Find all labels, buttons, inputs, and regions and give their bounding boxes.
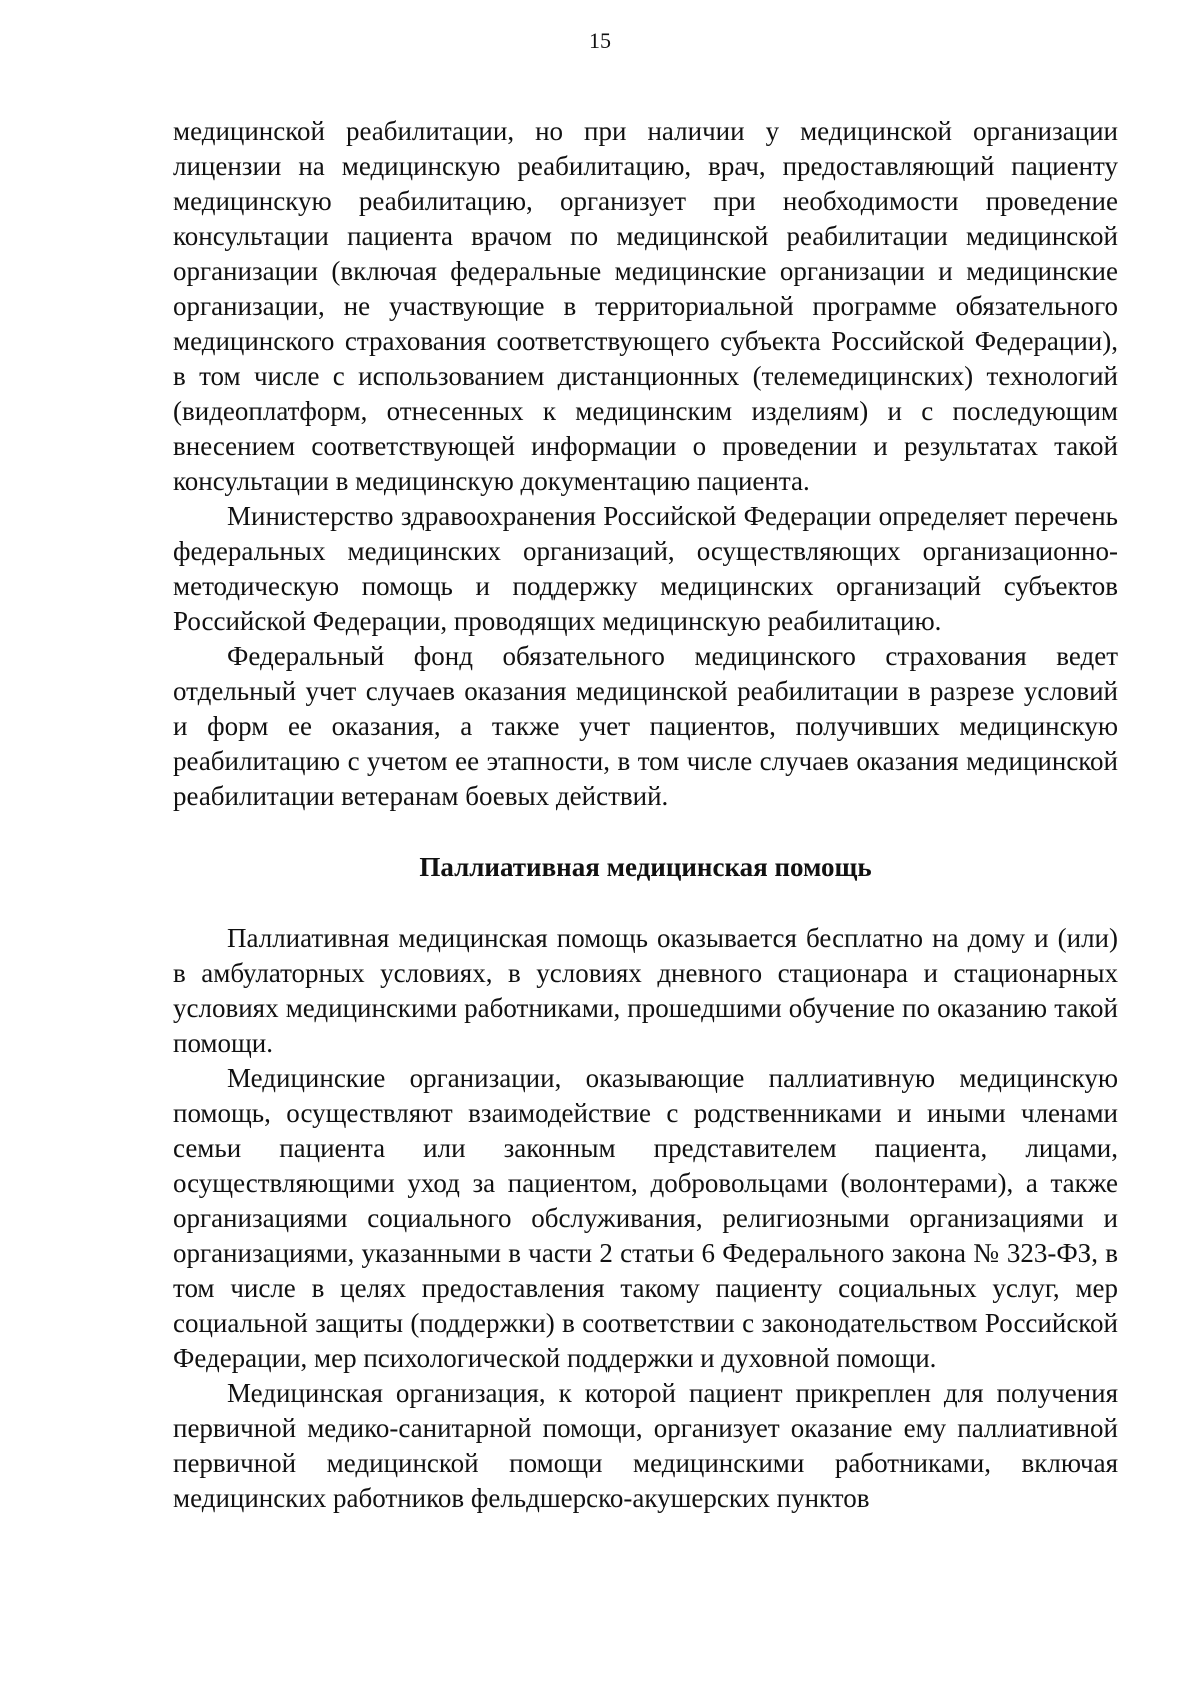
paragraph: Паллиативная медицинская помощь оказывается бесплатно на дому и (или) в амбулаторных условиях, в условиях дневного стационара и стационарных условиях медицинскими работниками, прошедшими обучение по оказанию такой помощи. bbox=[173, 923, 1118, 1058]
paragraphs-before-section bbox=[173, 114, 1118, 814]
paragraph: Министерство здравоохранения Российской Федерации определяет перечень федеральных медицинских организаций, осуществляющих организационно-методическую помощь и поддержку медицинских организаций субъектов Российской Федерации, проводящих медицинскую реабилитацию. bbox=[173, 501, 1118, 636]
paragraph: медицинской реабилитации, но при наличии у медицинской организации лицензии на медицинскую реабилитацию, врач, предоставляющий пациенту медицинскую реабилитацию, организует при необходимости проведение консультации пациента врачом по медицинской реабилитации медицинской организации (включая федеральные медицинские организации и медицинские организации, не участвующие в территориальной программе обязательного медицинского страхования соответствующего субъекта Российской Федерации), в том числе с использованием дистанционных (телемедицинских) технологий (видеоплатформ, отнесенных к медицинским изделиям) и с последующим внесением соответствующей информации о проведении и результатах такой консультации в медицинскую документацию пациента. bbox=[173, 116, 1118, 496]
paragraph: Медицинская организация, к которой пациент прикреплен для получения первичной медико-санитарной помощи, организует оказание ему паллиативной первичной медицинской помощи медицинскими работниками, включая медицинских работников фельдшерско-акушерских пунктов bbox=[173, 1378, 1118, 1513]
paragraphs-after-section bbox=[173, 921, 1118, 1516]
paragraph: Федеральный фонд обязательного медицинского страхования ведет отдельный учет случаев оказания медицинской реабилитации в разрезе условий и форм ее оказания, а также учет пациентов, получивших медицинскую реабилитацию с учетом ее этапности, в том числе случаев оказания медицинской реабилитации ветеранам боевых действий. bbox=[173, 641, 1118, 811]
document-body bbox=[173, 114, 1118, 1516]
page-number: 15 bbox=[589, 28, 611, 53]
section-heading: Паллиативная медицинская помощь bbox=[419, 852, 872, 882]
paragraph: Медицинские организации, оказывающие паллиативную медицинскую помощь, осуществляют взаимодействие с родственниками и иными членами семьи пациента или законным представителем пациента, лицами, осуществляющими уход за пациентом, добровольцами (волонтерами), а также организациями социального обслуживания, религиозными организациями и организациями, указанными в части 2 статьи 6 Федерального закона № 323-ФЗ, в том числе в целях предоставления такому пациенту социальных услуг, мер социальной защиты (поддержки) в соответствии с законодательством Российской Федерации, мер психологической поддержки и духовной помощи. bbox=[173, 1063, 1118, 1373]
